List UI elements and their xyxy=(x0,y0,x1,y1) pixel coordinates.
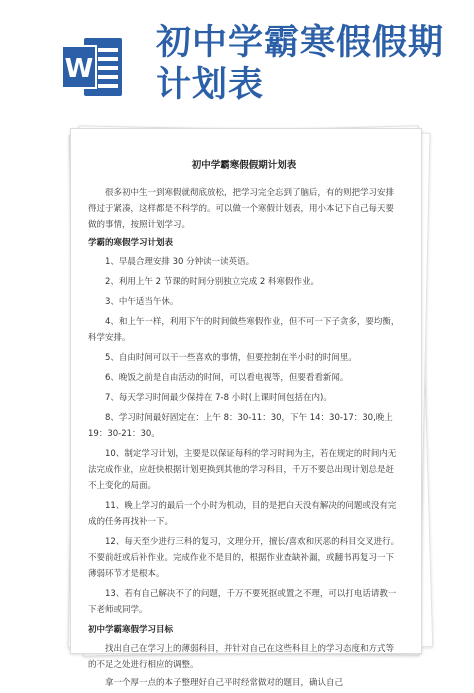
plan-item: 5、自由时间可以干一些喜欢的事情，但要控制在半小时的时间里。 xyxy=(105,353,357,363)
section-heading-plan: 学霸的寒假学习计划表 xyxy=(88,238,174,248)
plan-item: 8、学习时间最好固定在：上午 8：30-11：30，下午 14：30-17：30,晚上 19：30-21：30。 xyxy=(88,413,393,439)
page-title-line-1: 初中学霸寒假假期 xyxy=(156,23,445,63)
plan-item: 13、若有自己解决不了的问题，千万不要死抠或置之不理，可以打电话请教一下老师或同学。 xyxy=(88,589,397,615)
document-body xyxy=(88,158,400,693)
goal-paragraph: 找出自己在学习上的薄弱科目，并针对自己在这些科目上的学习态度和方式等的不足之处进行相应的调整。 xyxy=(88,644,395,670)
plan-item: 2、利用上午 2 节课的时间分别独立完成 2 科寒假作业。 xyxy=(105,277,320,287)
plan-item: 4、和上午一样，利用下午的时间做些寒假作业，但不可一下子贪多，要均衡，科学安排。 xyxy=(88,317,400,343)
plan-item: 6、晚饭之前是自由活动的时间，可以看电视等，但要看看新闻。 xyxy=(105,373,349,383)
plan-item: 3、中午适当午休。 xyxy=(105,297,179,307)
plan-item: 7、每天学习时间最少保持在 7-8 小时(上课时间包括在内)。 xyxy=(105,393,332,403)
plan-item: 1、早晨合理安排 30 分钟读一读英语。 xyxy=(105,257,255,267)
section-heading-goals: 初中学霸寒假学习目标 xyxy=(88,625,174,635)
goal-paragraph: 拿一个厚一点的本子整理好自己平时经常做对的题目，确认自己 xyxy=(105,678,344,688)
plan-item: 10、制定学习计划，主要是以保证每科的学习时间为主，若在规定的时间内无法完成作业，应赶快根据计划更换到其他的学习科目，千万不要总出现计划总是赶不上变化的局面。 xyxy=(88,449,397,491)
word-document-icon xyxy=(62,34,124,100)
page-title xyxy=(156,22,444,106)
svg-text:W: W xyxy=(64,54,94,84)
intro-paragraph: 很多初中生一到寒假就彻底放松，把学习完全忘到了脑后，有的则把学习安排得过于紧凑，这样都是不科学的。可以做一个寒假计划表，用小本记下自己每天要做的事情，按照计划学习。 xyxy=(88,188,395,230)
plan-item: 12、每天至少进行三科的复习，文理分开，擅长/喜欢和厌恶的科目交叉进行。不要前赶或后补作业。完成作业不是目的，根据作业查缺补漏，或翻书再复习一下薄弱环节才是根本。 xyxy=(88,537,400,579)
page-title-line-2: 计划表 xyxy=(156,65,265,105)
plan-item: 11、晚上学习的最后一个小时为机动，目的是把白天没有解决的问题或没有完成的任务再找补一下。 xyxy=(88,501,397,527)
document-title: 初中学霸寒假假期计划表 xyxy=(191,160,297,171)
